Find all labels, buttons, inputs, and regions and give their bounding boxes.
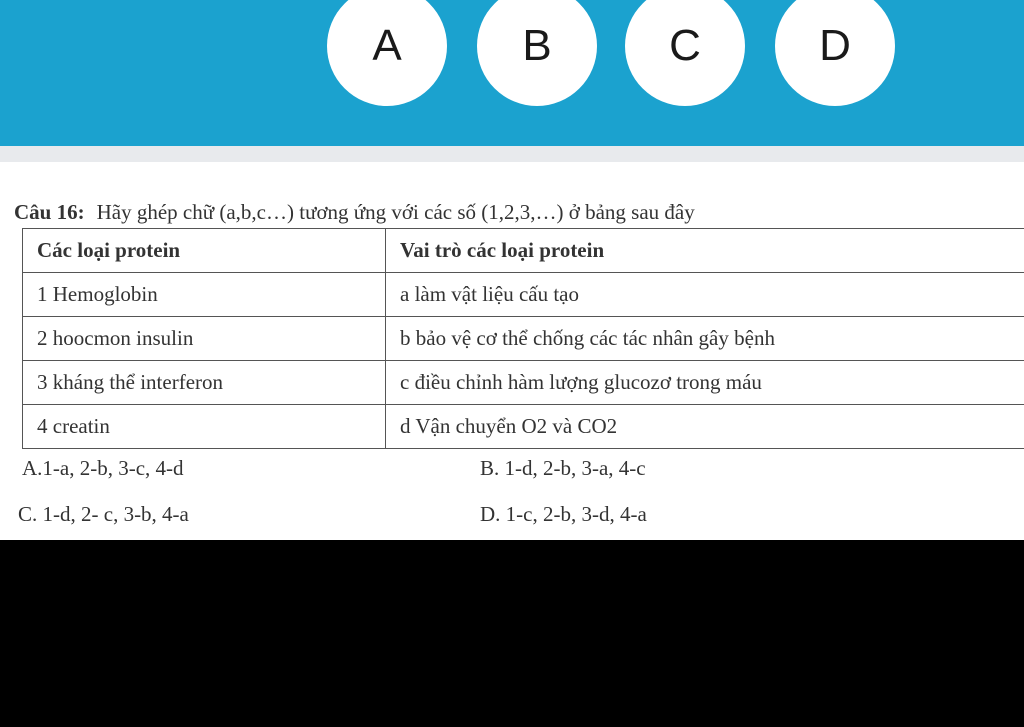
protein-cell: 4 creatin xyxy=(23,405,386,449)
choice-b-button[interactable]: B xyxy=(477,0,597,106)
choice-d-button[interactable]: D xyxy=(775,0,895,106)
header-protein-roles: Vai trò các loại protein xyxy=(386,229,1024,273)
answer-option-b[interactable]: B. 1-d, 2-b, 3-a, 4-c xyxy=(480,456,646,480)
table-row xyxy=(23,405,1024,449)
protein-cell: 3 kháng thể interferon xyxy=(23,361,386,405)
role-cell: a làm vật liệu cấu tạo xyxy=(386,273,1024,317)
answer-option-d[interactable]: D. 1-c, 2-b, 3-d, 4-a xyxy=(480,502,647,526)
protein-cell: 1 Hemoglobin xyxy=(23,273,386,317)
divider-strip xyxy=(0,146,1024,162)
table-row xyxy=(23,361,1024,405)
choice-c-button[interactable]: C xyxy=(625,0,745,106)
question-text xyxy=(14,200,695,225)
question-prompt: Hãy ghép chữ (a,b,c…) tương ứng với các số (1,2,3,…) ở bảng sau đây xyxy=(96,200,695,224)
table-header-row xyxy=(23,229,1024,273)
role-cell: b bảo vệ cơ thể chống các tác nhân gây bệnh xyxy=(386,317,1024,361)
answer-choice-bar xyxy=(0,0,1024,146)
choice-a-button[interactable]: A xyxy=(327,0,447,106)
protein-cell: 2 hoocmon insulin xyxy=(23,317,386,361)
table-row xyxy=(23,317,1024,361)
role-cell: d Vận chuyển O2 và CO2 xyxy=(386,405,1024,449)
question-panel xyxy=(0,162,1024,540)
table-row xyxy=(23,273,1024,317)
answer-option-a[interactable]: A.1-a, 2-b, 3-c, 4-d xyxy=(22,456,184,480)
role-cell: c điều chỉnh hàm lượng glucozơ trong máu xyxy=(386,361,1024,405)
answer-option-c[interactable]: C. 1-d, 2- c, 3-b, 4-a xyxy=(18,502,189,526)
header-protein-types: Các loại protein xyxy=(23,229,386,273)
question-number: Câu 16: xyxy=(14,200,85,224)
matching-table xyxy=(22,228,1024,449)
